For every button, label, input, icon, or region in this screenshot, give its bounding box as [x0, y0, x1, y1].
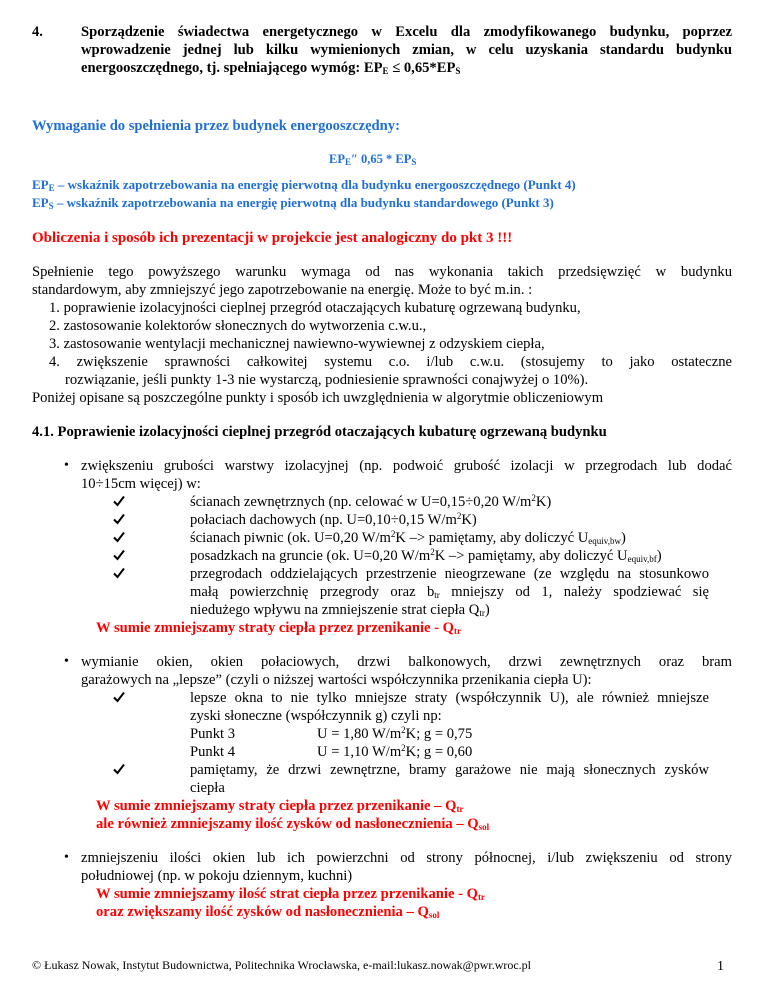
- checkmark-icon: [113, 567, 125, 579]
- punkt-3-values: U = 1,80 $W/m^2K$; g = 0,75: [317, 725, 473, 742]
- bullet-1-line-1: zwiększeniu grubości warstwy izolacyjnej (np. podwoić grubość izolacji w przegrodach lub dodać: [81, 458, 732, 474]
- intro-line-2: standardowym, aby zmniejszyć jego zapotrzebowanie na energię. Może to być m.in. :: [32, 282, 533, 298]
- notice-text: Obliczenia i sposób ich prezentacji w projekcie jest analogiczny do pkt 3 !!!: [32, 230, 513, 246]
- footer-text: © Łukasz Nowak, Instytut Budownictwa, Politechnika Wrocławska, e-mail:lukasz.nowak@pwr.wroc.pl: [32, 958, 532, 972]
- bullet-2-line-2: garażowych na „lepsze” (czyli o niższej wartości współczynnika przenikania ciepła U):: [81, 672, 592, 688]
- bullet-1-summary: W sumie zmniejszamy straty ciepła przez przenikanie - $Q_{tr}$: [96, 620, 462, 636]
- section-title: 4.1. Poprawienie izolacyjności cieplnej przegród otaczających kubaturę ogrzewaną budynku: [32, 424, 607, 440]
- bullet-2: •: [64, 654, 69, 669]
- bullet-3-summary-1: W sumie zmniejszamy ilość strat ciepła przez przenikanie - $Q_{tr}$: [96, 886, 485, 902]
- checklist-item-walls: ścianach zewnętrznych (np. celować w U=0,15÷0,20 $W/m^2K$): [190, 493, 552, 510]
- intro-item-3: 3. zastosowanie wentylacji mechanicznej nawiewno-wywiewnej z odzyskiem ciepła,: [49, 336, 545, 352]
- heading-number: 4.: [32, 24, 43, 40]
- definition-epe: $EP_E$ – wskaźnik zapotrzebowania na energię pierwotną dla budynku energooszczędnego (Punkt 4): [32, 177, 576, 193]
- bullet-3-line-2: południowej (np. w pokoju dziennym, kuchni): [81, 868, 353, 884]
- intro-line-1: Spełnienie tego powyższego warunku wymaga od nas wykonania takich przedsięwzięć w budynku: [32, 264, 732, 280]
- bullet-3: •: [64, 850, 69, 865]
- bullet-1: •: [64, 458, 69, 473]
- page-number: 1: [717, 959, 724, 974]
- intro-item-1: 1. poprawienie izolacyjności cieplnej przegród otaczających kubaturę ogrzewaną budynku,: [49, 300, 581, 316]
- bullet-2-check-1-line-1: lepsze okna to nie tylko mniejsze straty (współczynnik U), ale również mniejsze: [190, 690, 709, 706]
- checkmark-icon: [113, 531, 125, 543]
- intro-item-4: 4. zwiększenie sprawności całkowitej systemu c.o. i/lub c.w.u. (stosujemy to jako ostateczne: [49, 354, 732, 370]
- checklist-item-partitions-line-2: małą powierzchnię przegrody oraz $b_{tr}$ mniejszy od 1, należy spodziewać się: [190, 584, 709, 600]
- requirement-formula: $EP_E''$ $0,65 * EP_S$: [329, 152, 417, 167]
- checkmark-icon: [113, 513, 125, 525]
- heading-line-2: wprowadzenie jednej lub kilku wymienionych zmian, w celu uzyskania standardu budynku: [81, 42, 732, 58]
- bullet-2-summary-1: W sumie zmniejszamy straty ciepła przez przenikanie – $Q_{tr}$: [96, 798, 464, 814]
- requirement-title: Wymaganie do spełnienia przez budynek energooszczędny:: [32, 118, 400, 134]
- intro-item-4-continued: rozwiązanie, jeśli punkty 1-3 nie wystarczą, podniesienie sprawności conajwyżej o 10%).: [65, 372, 589, 388]
- punkt-3-label: Punkt 3: [190, 726, 236, 742]
- checklist-item-partitions-line-3: niedużego wpływu na zmniejszenie strat ciepła $Q_{tr}$): [190, 602, 490, 618]
- heading-line-3: energooszczędnego, tj. spełniającego wymóg: $EP_E \le 0,65*EP_S$: [81, 60, 461, 76]
- bullet-2-summary-2: ale również zmniejszamy ilość zysków od nasłonecznienia – $Q_{sol}$: [96, 816, 490, 832]
- checkmark-icon: [113, 495, 125, 507]
- heading-line-1: Sporządzenie świadectwa energetycznego w Excelu dla zmodyfikowanego budynku, poprzez: [81, 24, 732, 40]
- checklist-item-roofs: połaciach dachowych (np. U=0,10÷0,15 $W/m^2K$): [190, 511, 477, 528]
- bullet-2-check-2-line-1: pamiętamy, że drzwi zewnętrzne, bramy garażowe nie mają słonecznych zysków: [190, 762, 709, 778]
- bullet-3-summary-2: oraz zwiększamy ilość zysków od nasłonecznienia – $Q_{sol}$: [96, 904, 440, 920]
- checklist-item-partitions-line-1: przegrodach oddzielających przestrzenie nieogrzewane (ze względu na stosunkowo: [190, 566, 709, 582]
- bullet-2-line-1: wymianie okien, okien połaciowych, drzwi balkonowych, drzwi zewnętrznych oraz bram: [81, 654, 732, 670]
- checkmark-icon: [113, 549, 125, 561]
- checkmark-icon: [113, 691, 125, 703]
- bullet-2-check-1-line-2: zyski słoneczne (współczynnik g) czyli np:: [190, 708, 442, 724]
- intro-closing: Poniżej opisane są poszczególne punkty i sposób ich uwzględnienia w algorytmie obliczeniowym: [32, 390, 604, 406]
- bullet-3-line-1: zmniejszeniu ilości okien lub ich powierzchni od strony północnej, i/lub zwiększeniu od strony: [81, 850, 732, 866]
- checkmark-icon: [113, 763, 125, 775]
- checklist-item-basement-walls: ścianach piwnic (ok. U=0,20 $W/m^2K$ –> pamiętamy, aby doliczyć $U_{equiv,bw}$): [190, 529, 626, 546]
- punkt-4-label: Punkt 4: [190, 744, 236, 760]
- checklist-item-ground-floors: posadzkach na gruncie (ok. U=0,20 $W/m^2K$ –> pamiętamy, aby doliczyć $U_{equiv,bf}$): [190, 547, 662, 564]
- bullet-1-line-2: 10÷15cm więcej) w:: [81, 476, 201, 492]
- intro-item-2: 2. zastosowanie kolektorów słonecznych do wytworzenia c.w.u.,: [49, 318, 427, 334]
- bullet-2-check-2-line-2: ciepła: [190, 780, 225, 796]
- punkt-4-values: U = 1,10 $W/m^2K$; g = 0,60: [317, 743, 473, 760]
- definition-eps: $EP_S$ – wskaźnik zapotrzebowania na energię pierwotną dla budynku standardowego (Punkt 3): [32, 195, 554, 211]
